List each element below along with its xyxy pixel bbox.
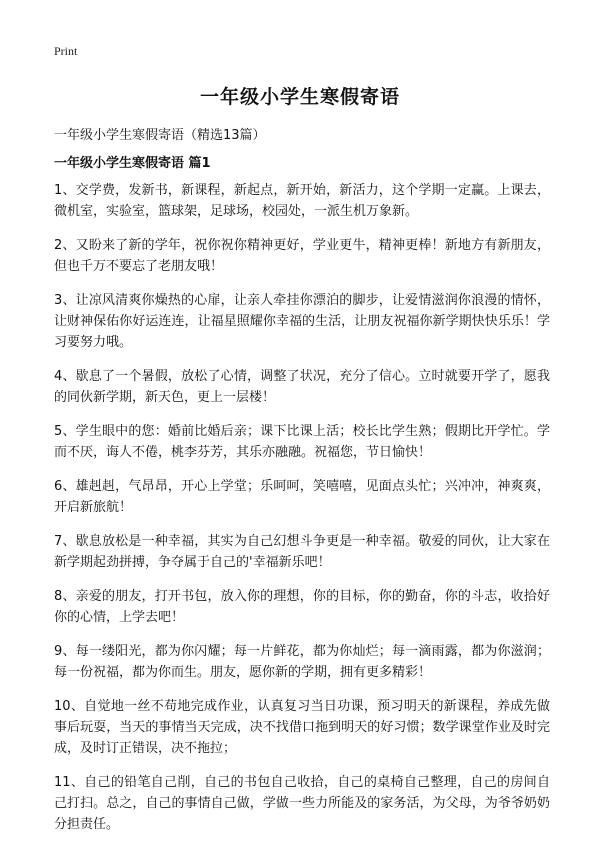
paragraph: 7、歇息放松是一种幸福，其实为自己幻想斗争更是一种幸福。敬爱的同伙，让大家在新学期起劲拼搏，争夺属于自己的'幸福新乐吧！ <box>54 534 550 570</box>
document-subtitle: 一年级小学生寒假寄语（精选13篇） <box>54 128 266 143</box>
paragraph-list <box>54 180 550 848</box>
section-heading: 一年级小学生寒假寄语 篇1 <box>54 156 211 171</box>
paragraph: 6、雄赳赳，气昂昂，开心上学堂；乐呵呵，笑嘻嘻，见面点头忙；兴冲冲，神爽爽，开启新旅航！ <box>54 479 550 515</box>
paragraph: 10、自觉地一丝不苟地完成作业，认真复习当日功课，预习明天的新课程，养成先做事后玩耍，当天的事情当天完成，决不找借口拖到明天的好习惯；数学课堂作业及时完成，及时订正错误，决不拖拉； <box>54 699 550 756</box>
paragraph: 2、又盼来了新的学年，祝你祝你精神更好，学业更牛，精神更棒！新地方有新朋友，但也千万不要忘了老朋友哦！ <box>54 238 550 274</box>
paragraph: 11、自己的铅笔自己削，自己的书包自己收拾，自己的桌椅自己整理，自己的房间自己打扫。总之，自己的事情自己做，学做一些力所能及的家务活，为父母，为爷爷奶奶分担责任。 <box>54 775 550 832</box>
page-title: 一年级小学生寒假寄语 <box>199 86 400 108</box>
paragraph: 5、学生眼中的您：婚前比婚后亲；课下比课上活；校长比学生熟；假期比开学忙。学而不厌，诲人不倦，桃李芬芳，其乐亦融融。祝福您，节日愉快！ <box>54 424 550 460</box>
paragraph: 3、让凉风清爽你燥热的心扉，让亲人牵挂你漂泊的脚步，让爱情滋润你浪漫的情怀，让财神保佑你好运连连，让福星照耀你幸福的生活，让朋友祝福你新学期快快乐乐！学习要努力哦。 <box>54 293 550 350</box>
print-link[interactable]: Print <box>54 44 78 58</box>
paragraph: 4、歇息了一个暑假，放松了心情，调整了状况，充分了信心。立时就要开学了，愿我的同伙新学期，新天色，更上一层楼！ <box>54 369 550 405</box>
paragraph: 8、亲爱的朋友，打开书包，放入你的理想，你的目标，你的勤奋，你的斗志，收拾好你的心情，上学去吧！ <box>54 589 550 625</box>
paragraph: 1、交学费，发新书，新课程，新起点，新开始，新活力，这个学期一定赢。上课去，微机室，实验室，篮球架，足球场，校园处，一派生机万象新。 <box>54 183 550 219</box>
paragraph: 9、每一缕阳光，都为你闪耀；每一片鲜花，都为你灿烂；每一滴雨露，都为你滋润；每一份祝福，都为你而生。朋友，愿你新的学期，拥有更多精彩！ <box>54 644 550 680</box>
